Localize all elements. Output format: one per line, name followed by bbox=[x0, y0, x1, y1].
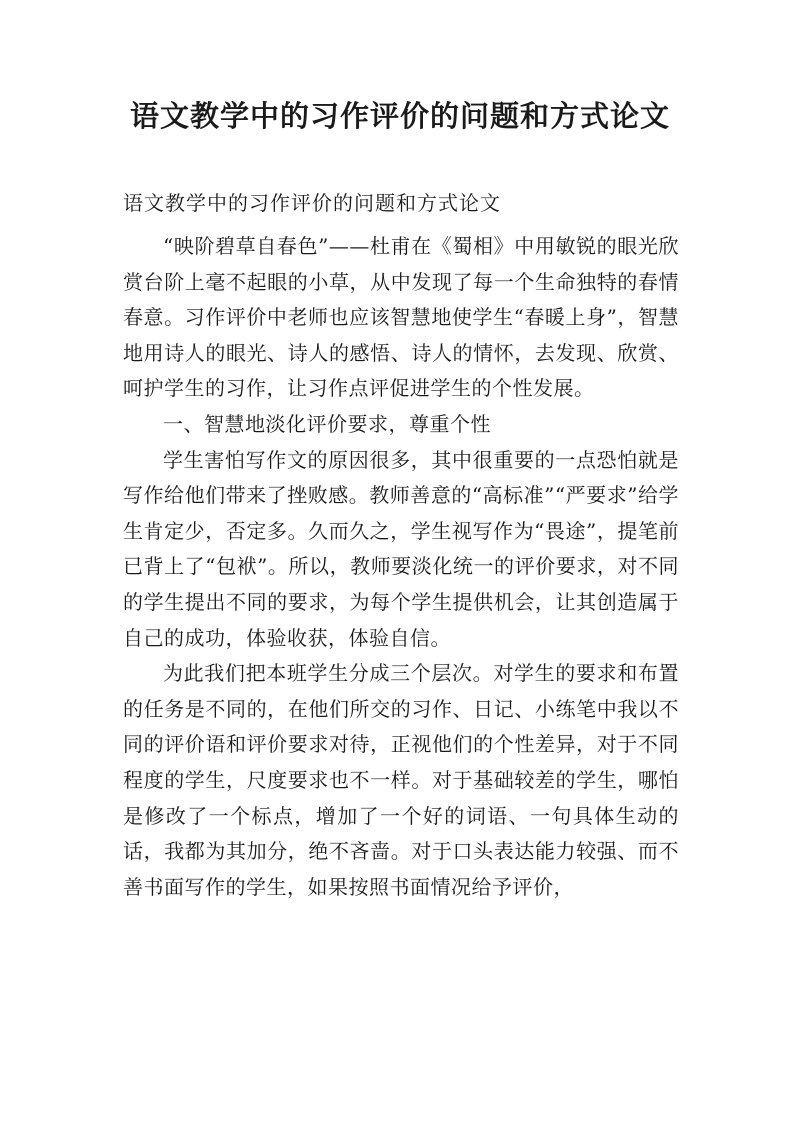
paragraph-section-1: 学生害怕写作文的原因很多，其中很重要的一点恐怕就是写作给他们带来了挫败感。教师善意的“高标准”“严要求”给学生肯定少，否定多。久而久之，学生视写作为“畏途”，提笔前已背上了“包袱”。所以，教师要淡化统一的评价要求，对不同的学生提出不同的要求，为每个学生提供机会，让其创造属于自己的成功，体验收获，体验自信。 bbox=[123, 447, 679, 650]
paragraph-intro: “映阶碧草自春色”——杜甫在《蜀相》中用敏锐的眼光欣赏台阶上毫不起眼的小草，从中发现了每一个生命独特的春情春意。习作评价中老师也应该智慧地使学生“春暖上身”，智慧地用诗人的眼光、诗人的感悟、诗人的情怀，去发现、欣赏、呵护学生的习作，让习作点评促进学生的个性发展。 bbox=[123, 234, 679, 401]
document-subtitle: 语文教学中的习作评价的问题和方式论文 bbox=[123, 191, 501, 215]
section-heading-1: 一、智慧地淡化评价要求，尊重个性 bbox=[163, 411, 491, 436]
paragraph-section-1-continued: 为此我们把本班学生分成三个层次。对学生的要求和布置的任务是不同的，在他们所交的习作、日记、小练笔中我以不同的评价语和评价要求对待，正视他们的个性差异，对于不同程度的学生，尺度要求也不一样。对于基础较差的学生，哪怕是修改了一个标点，增加了一个好的词语、一句具体生动的话，我都为其加分，绝不吝啬。对于口头表达能力较强、而不善书面写作的学生，如果按照书面情况给予评价， bbox=[123, 661, 679, 899]
document-title: 语文教学中的习作评价的问题和方式论文 bbox=[129, 99, 670, 133]
document-body bbox=[123, 229, 679, 905]
